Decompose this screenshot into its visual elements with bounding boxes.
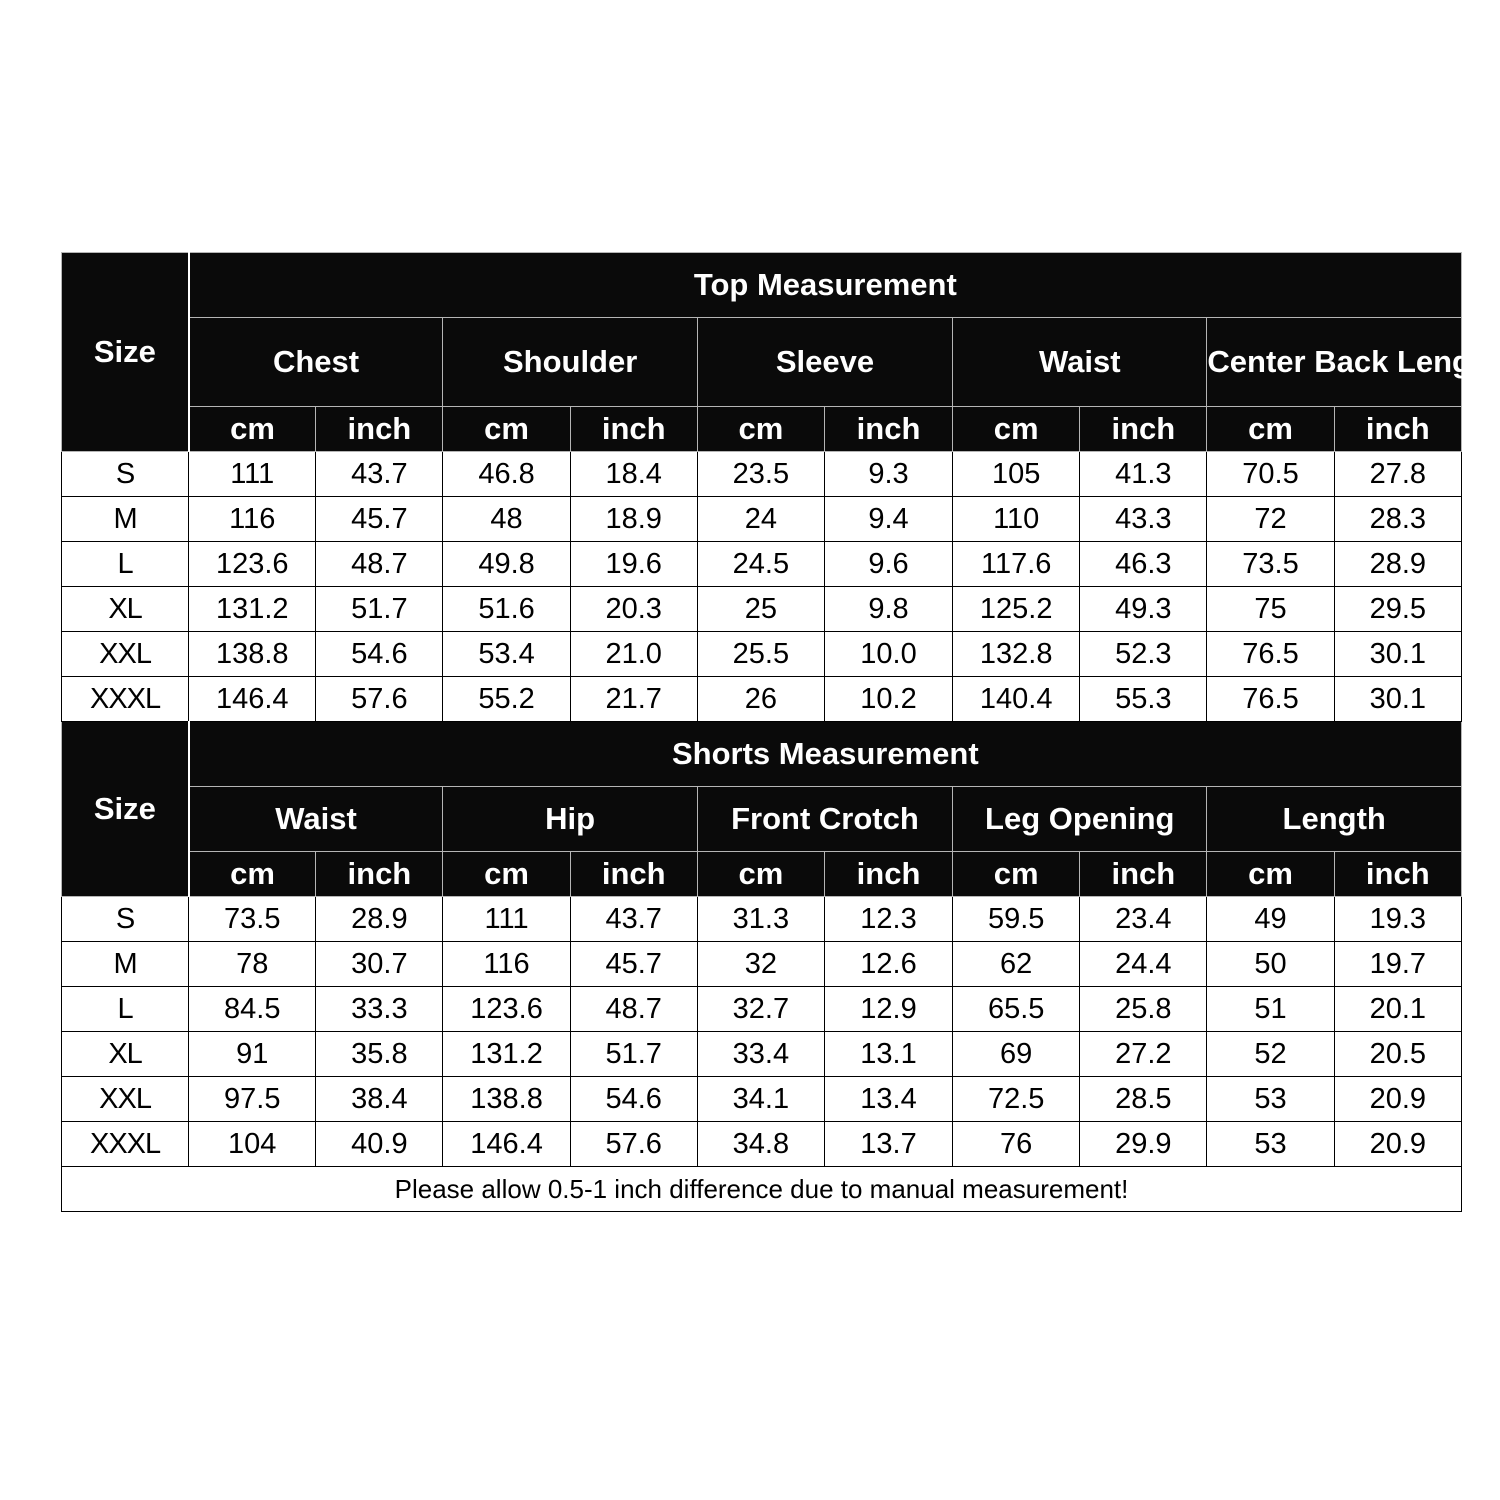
measurement-cell: 52.3 bbox=[1080, 632, 1207, 677]
measurement-cell: 19.3 bbox=[1334, 897, 1461, 942]
measurement-cell: 30.7 bbox=[316, 942, 443, 987]
measurement-cell: 51.7 bbox=[570, 1032, 697, 1077]
top-group-header: Sleeve bbox=[697, 318, 952, 407]
measurement-cell: 9.3 bbox=[824, 452, 952, 497]
measurement-cell: 138.8 bbox=[443, 1077, 570, 1122]
measurement-cell: 18.9 bbox=[570, 497, 697, 542]
measurement-cell: 54.6 bbox=[570, 1077, 697, 1122]
size-label-cell: XL bbox=[62, 587, 189, 632]
measurement-cell: 91 bbox=[189, 1032, 316, 1077]
measurement-cell: 146.4 bbox=[189, 677, 316, 722]
measurement-cell: 105 bbox=[953, 452, 1080, 497]
measurement-cell: 55.2 bbox=[443, 677, 570, 722]
measurement-cell: 20.9 bbox=[1334, 1077, 1461, 1122]
measurement-cell: 76 bbox=[953, 1122, 1080, 1167]
size-label-cell: XL bbox=[62, 1032, 189, 1077]
measurement-cell: 117.6 bbox=[953, 542, 1080, 587]
measurement-cell: 13.4 bbox=[824, 1077, 952, 1122]
size-label-cell: S bbox=[62, 452, 189, 497]
shorts-section-title: Shorts Measurement bbox=[189, 722, 1462, 787]
unit-header: cm bbox=[443, 852, 570, 897]
measurement-cell: 59.5 bbox=[953, 897, 1080, 942]
top-table-row bbox=[62, 497, 1462, 542]
size-chart-body bbox=[62, 253, 1500, 1212]
measurement-cell: 23.4 bbox=[1080, 897, 1207, 942]
measurement-cell: 76.5 bbox=[1207, 632, 1334, 677]
measurement-cell: 78 bbox=[189, 942, 316, 987]
measurement-cell: 51 bbox=[1207, 987, 1334, 1032]
measurement-cell: 132.8 bbox=[953, 632, 1080, 677]
unit-header: inch bbox=[824, 852, 952, 897]
measurement-cell: 49.3 bbox=[1080, 587, 1207, 632]
unit-header: cm bbox=[1207, 407, 1334, 452]
measurement-cell: 23.5 bbox=[697, 452, 824, 497]
measurement-cell: 45.7 bbox=[570, 942, 697, 987]
shorts-group-header: Length bbox=[1207, 787, 1462, 852]
measurement-cell: 123.6 bbox=[443, 987, 570, 1032]
measurement-cell: 48.7 bbox=[570, 987, 697, 1032]
measurement-cell: 19.7 bbox=[1334, 942, 1461, 987]
measurement-cell: 40.9 bbox=[316, 1122, 443, 1167]
shorts-table-row bbox=[62, 897, 1462, 942]
measurement-cell: 131.2 bbox=[189, 587, 316, 632]
measurement-cell: 24.4 bbox=[1080, 942, 1207, 987]
measurement-cell: 38.4 bbox=[316, 1077, 443, 1122]
measurement-cell: 72.5 bbox=[953, 1077, 1080, 1122]
measurement-cell: 75 bbox=[1207, 587, 1334, 632]
unit-header: inch bbox=[1334, 407, 1461, 452]
measurement-cell: 51.6 bbox=[443, 587, 570, 632]
measurement-cell: 32.7 bbox=[697, 987, 824, 1032]
measurement-cell: 21.7 bbox=[570, 677, 697, 722]
shorts-size-header: Size bbox=[62, 722, 189, 897]
size-label-cell: M bbox=[62, 942, 189, 987]
top-title-row bbox=[62, 253, 1462, 318]
measurement-cell: 32 bbox=[697, 942, 824, 987]
measurement-cell: 10.2 bbox=[824, 677, 952, 722]
measurement-cell: 24.5 bbox=[697, 542, 824, 587]
top-table-row bbox=[62, 452, 1462, 497]
shorts-unit-row bbox=[62, 852, 1462, 897]
measurement-cell: 69 bbox=[953, 1032, 1080, 1077]
measurement-cell: 76.5 bbox=[1207, 677, 1334, 722]
measurement-cell: 48 bbox=[443, 497, 570, 542]
unit-header: inch bbox=[316, 407, 443, 452]
measurement-cell: 20.3 bbox=[570, 587, 697, 632]
unit-header: inch bbox=[1080, 852, 1207, 897]
measurement-cell: 116 bbox=[443, 942, 570, 987]
shorts-group-header: Leg Opening bbox=[953, 787, 1207, 852]
size-label-cell: L bbox=[62, 542, 189, 587]
top-table-row bbox=[62, 677, 1462, 722]
measurement-cell: 28.3 bbox=[1334, 497, 1461, 542]
measurement-cell: 30.1 bbox=[1334, 677, 1461, 722]
top-group-row bbox=[62, 318, 1462, 407]
unit-header: inch bbox=[824, 407, 952, 452]
measurement-cell: 55.3 bbox=[1080, 677, 1207, 722]
measurement-cell: 146.4 bbox=[443, 1122, 570, 1167]
shorts-group-header: Front Crotch bbox=[697, 787, 952, 852]
measurement-cell: 12.6 bbox=[824, 942, 952, 987]
shorts-group-header: Hip bbox=[443, 787, 697, 852]
measurement-cell: 41.3 bbox=[1080, 452, 1207, 497]
shorts-title-row bbox=[62, 722, 1462, 787]
measurement-cell: 140.4 bbox=[953, 677, 1080, 722]
measurement-cell: 53 bbox=[1207, 1077, 1334, 1122]
unit-header: cm bbox=[189, 852, 316, 897]
unit-header: cm bbox=[953, 852, 1080, 897]
top-table-row bbox=[62, 542, 1462, 587]
measurement-cell: 73.5 bbox=[1207, 542, 1334, 587]
measurement-cell: 104 bbox=[189, 1122, 316, 1167]
unit-header: cm bbox=[443, 407, 570, 452]
top-table-row bbox=[62, 587, 1462, 632]
measurement-cell: 9.4 bbox=[824, 497, 952, 542]
measurement-cell: 97.5 bbox=[189, 1077, 316, 1122]
measurement-cell: 49.8 bbox=[443, 542, 570, 587]
measurement-cell: 116 bbox=[189, 497, 316, 542]
measurement-cell: 53.4 bbox=[443, 632, 570, 677]
measurement-cell: 52 bbox=[1207, 1032, 1334, 1077]
measurement-cell: 19.6 bbox=[570, 542, 697, 587]
measurement-cell: 28.5 bbox=[1080, 1077, 1207, 1122]
size-label-cell: XXL bbox=[62, 1077, 189, 1122]
unit-header: inch bbox=[570, 407, 697, 452]
top-section-title: Top Measurement bbox=[189, 253, 1462, 318]
size-label-cell: XXXL bbox=[62, 677, 189, 722]
measurement-cell: 9.8 bbox=[824, 587, 952, 632]
measurement-cell: 33.4 bbox=[697, 1032, 824, 1077]
measurement-cell: 57.6 bbox=[570, 1122, 697, 1167]
measurement-cell: 27.8 bbox=[1334, 452, 1461, 497]
measurement-cell: 49 bbox=[1207, 897, 1334, 942]
measurement-cell: 20.9 bbox=[1334, 1122, 1461, 1167]
measurement-cell: 138.8 bbox=[189, 632, 316, 677]
measurement-cell: 57.6 bbox=[316, 677, 443, 722]
measurement-cell: 9.6 bbox=[824, 542, 952, 587]
measurement-cell: 12.3 bbox=[824, 897, 952, 942]
measurement-cell: 21.0 bbox=[570, 632, 697, 677]
measurement-cell: 20.1 bbox=[1334, 987, 1461, 1032]
measurement-cell: 13.7 bbox=[824, 1122, 952, 1167]
measurement-cell: 110 bbox=[953, 497, 1080, 542]
measurement-cell: 43.7 bbox=[316, 452, 443, 497]
measurement-cell: 65.5 bbox=[953, 987, 1080, 1032]
unit-header: cm bbox=[697, 852, 824, 897]
shorts-table-row bbox=[62, 987, 1462, 1032]
top-unit-row bbox=[62, 407, 1462, 452]
note-row bbox=[62, 1167, 1462, 1212]
unit-header: inch bbox=[1080, 407, 1207, 452]
measurement-cell: 29.5 bbox=[1334, 587, 1461, 632]
measurement-cell: 34.1 bbox=[697, 1077, 824, 1122]
measurement-cell: 28.9 bbox=[1334, 542, 1461, 587]
measurement-cell: 28.9 bbox=[316, 897, 443, 942]
measurement-cell: 20.5 bbox=[1334, 1032, 1461, 1077]
measurement-cell: 72 bbox=[1207, 497, 1334, 542]
measurement-cell: 33.3 bbox=[316, 987, 443, 1032]
size-label-cell: XXXL bbox=[62, 1122, 189, 1167]
unit-header: cm bbox=[189, 407, 316, 452]
measurement-cell: 35.8 bbox=[316, 1032, 443, 1077]
size-label-cell: XXL bbox=[62, 632, 189, 677]
size-label-cell: L bbox=[62, 987, 189, 1032]
measurement-cell: 10.0 bbox=[824, 632, 952, 677]
top-size-header: Size bbox=[62, 253, 189, 452]
size-label-cell: S bbox=[62, 897, 189, 942]
shorts-table-row bbox=[62, 942, 1462, 987]
measurement-cell: 43.3 bbox=[1080, 497, 1207, 542]
top-group-header: Center Back Length bbox=[1207, 318, 1462, 407]
measurement-cell: 45.7 bbox=[316, 497, 443, 542]
top-group-header: Shoulder bbox=[443, 318, 697, 407]
measurement-cell: 29.9 bbox=[1080, 1122, 1207, 1167]
measurement-cell: 34.8 bbox=[697, 1122, 824, 1167]
measurement-cell: 46.8 bbox=[443, 452, 570, 497]
size-label-cell: M bbox=[62, 497, 189, 542]
size-chart-table bbox=[61, 252, 1500, 1212]
measurement-cell: 27.2 bbox=[1080, 1032, 1207, 1077]
measurement-cell: 31.3 bbox=[697, 897, 824, 942]
measurement-cell: 123.6 bbox=[189, 542, 316, 587]
measurement-cell: 73.5 bbox=[189, 897, 316, 942]
measurement-cell: 62 bbox=[953, 942, 1080, 987]
shorts-table-row bbox=[62, 1122, 1462, 1167]
measurement-cell: 25 bbox=[697, 587, 824, 632]
unit-header: inch bbox=[570, 852, 697, 897]
top-group-header: Chest bbox=[189, 318, 443, 407]
measurement-cell: 51.7 bbox=[316, 587, 443, 632]
unit-header: inch bbox=[1334, 852, 1461, 897]
measurement-cell: 48.7 bbox=[316, 542, 443, 587]
measurement-cell: 43.7 bbox=[570, 897, 697, 942]
shorts-group-header: Waist bbox=[189, 787, 443, 852]
measurement-cell: 13.1 bbox=[824, 1032, 952, 1077]
unit-header: inch bbox=[316, 852, 443, 897]
measurement-cell: 54.6 bbox=[316, 632, 443, 677]
measurement-cell: 111 bbox=[443, 897, 570, 942]
measurement-cell: 25.5 bbox=[697, 632, 824, 677]
measurement-cell: 70.5 bbox=[1207, 452, 1334, 497]
measurement-cell: 24 bbox=[697, 497, 824, 542]
measurement-cell: 26 bbox=[697, 677, 824, 722]
measurement-cell: 46.3 bbox=[1080, 542, 1207, 587]
measurement-cell: 111 bbox=[189, 452, 316, 497]
measurement-cell: 30.1 bbox=[1334, 632, 1461, 677]
shorts-table-row bbox=[62, 1032, 1462, 1077]
unit-header: cm bbox=[697, 407, 824, 452]
measurement-note: Please allow 0.5-1 inch difference due to manual measurement! bbox=[62, 1167, 1462, 1212]
top-group-header: Waist bbox=[953, 318, 1207, 407]
measurement-cell: 84.5 bbox=[189, 987, 316, 1032]
top-table-row bbox=[62, 632, 1462, 677]
measurement-cell: 53 bbox=[1207, 1122, 1334, 1167]
measurement-cell: 125.2 bbox=[953, 587, 1080, 632]
unit-header: cm bbox=[953, 407, 1080, 452]
measurement-cell: 25.8 bbox=[1080, 987, 1207, 1032]
unit-header: cm bbox=[1207, 852, 1334, 897]
measurement-cell: 12.9 bbox=[824, 987, 952, 1032]
measurement-cell: 50 bbox=[1207, 942, 1334, 987]
shorts-table-row bbox=[62, 1077, 1462, 1122]
measurement-cell: 131.2 bbox=[443, 1032, 570, 1077]
measurement-cell: 18.4 bbox=[570, 452, 697, 497]
shorts-group-row bbox=[62, 787, 1462, 852]
